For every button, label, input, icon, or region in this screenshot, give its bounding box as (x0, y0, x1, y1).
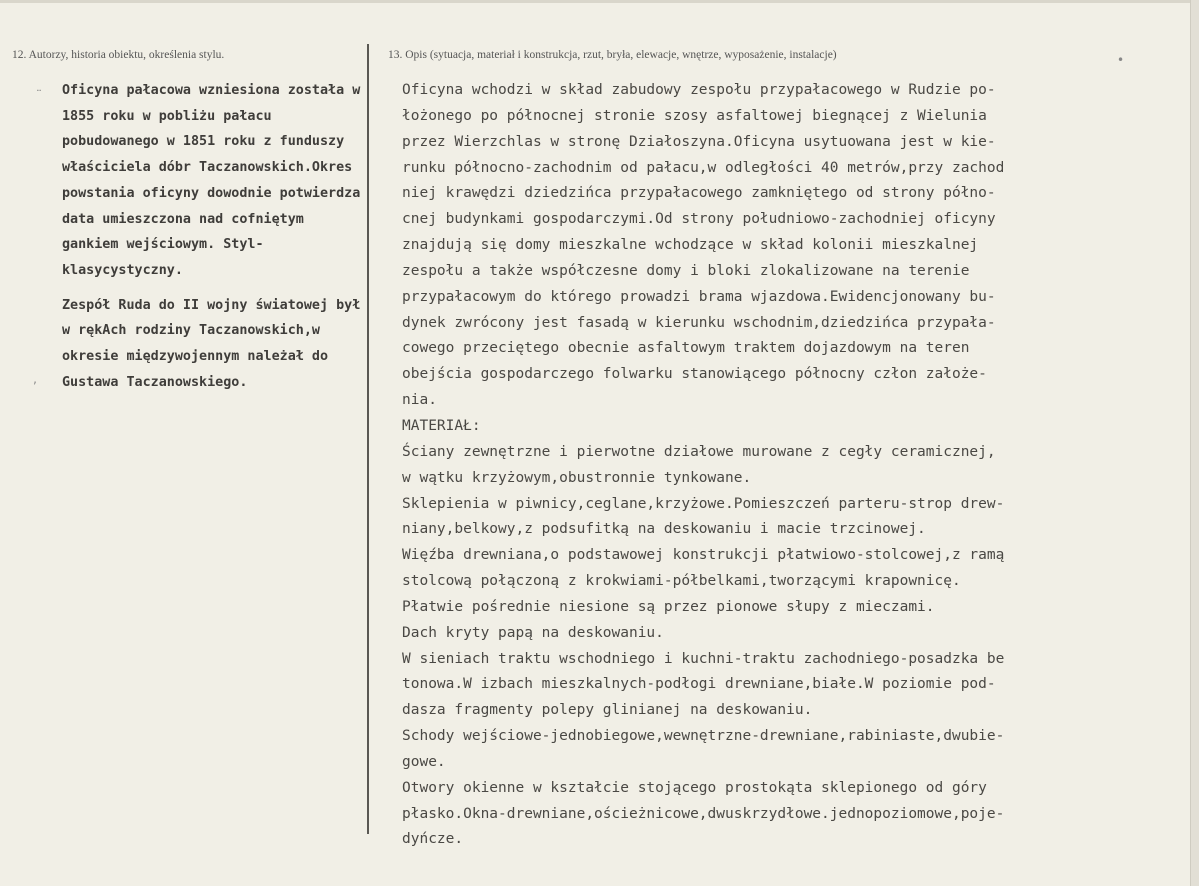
description-line: łożonego po północnej stronie szosy asfaltowej biegnącej z Wielunia (402, 107, 987, 124)
description-line: cowego przeciętego obecnie asfaltowym traktem dojazdowym na teren (402, 340, 970, 357)
description-line: tonowa.W izbach mieszkalnych-podłogi drewniane,białe.W poziomie pod- (402, 676, 996, 693)
history-column (62, 78, 368, 395)
description-line: Płatwie pośrednie niesione są przez pionowe słupy z mieczami. (402, 598, 935, 615)
description-line: Ściany zewnętrzne i pierwotne działowe murowane z cegły ceramicznej, (402, 443, 996, 460)
description-line: Otwory okienne w kształcie stojącego prostokąta sklepionego od góry (402, 779, 987, 796)
description-line: Dach kryty papą na deskowaniu. (402, 624, 664, 641)
history-paragraph: Oficyna pałacowa wzniesiona została w 1855 roku w pobliżu pałacu pobudowanego w 1851 roku z funduszy właściciela dóbr Taczanowskich.Okres powstania oficyny dowodnie potwierdza data umieszczona nad cofniętym gankiem wejściowym. Styl-klasycystyczny. (62, 83, 361, 278)
description-line: płasko.Okna-drewniane,ościeżnicowe,dwuskrzydłowe.jednopoziomowe,poje- (402, 805, 1005, 822)
description-line: gowe. (402, 753, 446, 770)
top-edge (0, 0, 1199, 3)
description-line: zespołu a także współczesne domy i bloki zlokalizowane na terenie (402, 262, 970, 279)
description-line: stolcową połączoną z krokwiami-półbelkami,tworzącymi krapownicę. (402, 573, 961, 590)
paper-right-edge (1190, 0, 1199, 886)
description-line: Oficyna wchodzi w skład zabudowy zespołu przypałacowego w Rudzie po- (402, 82, 996, 98)
description-line: niany,belkowy,z podsufitką na deskowaniu i macie trzcinowej. (402, 521, 926, 538)
description-line: Sklepienia w piwnicy,ceglane,krzyżowe.Pomieszczeń parteru-strop drew- (402, 495, 1005, 512)
description-line: w wątku krzyżowym,obustronnie tynkowane. (402, 469, 752, 486)
description-line: dasza fragmenty polepy glinianej na deskowaniu. (402, 702, 813, 719)
description-line: dyńcze. (402, 831, 464, 848)
description-line: znajdują się domy mieszkalne wchodzące w skład kolonii mieszkalnej (402, 237, 979, 254)
description-line: W sieniach traktu wschodniego i kuchni-traktu zachodniego-posadzka be (402, 650, 1005, 667)
description-line: obejścia gospodarczego folwarku stanowiącego północny człon założe- (402, 366, 987, 383)
description-line: przez Wierzchlas w stronę Działoszyna.Oficyna usytuowana jest w kie- (402, 133, 996, 150)
description-line: Więźba drewniana,o podstawowej konstrukcji płatwiowo-stolcowej,z ramą (402, 547, 1005, 564)
description-line: dynek zwrócony jest fasadą w kierunku wschodnim,dziedzińca przypała- (402, 314, 996, 331)
description-line: cnej budynkami gospodarczymi.Od strony południowo-zachodniej oficyny (402, 211, 996, 228)
description-column (402, 78, 1162, 853)
paper-speck: ‚ (33, 372, 37, 386)
ownership-paragraph: Zespół Ruda do II wojny światowej był w rękAch rodziny Taczanowskich,w okresie międzywojennym należał do Gustawa Taczanowskiego. (62, 297, 361, 390)
section-13-heading: 13. Opis (sytuacja, materiał i konstrukcja, rzut, bryła, elewacje, wnętrze, wyposażenie, instalacje) (388, 49, 837, 61)
section-12-heading: 12. Autorzy, historia obiektu, określenia stylu. (12, 49, 225, 61)
description-line: Schody wejściowe-jednobiegowe,wewnętrzne-drewniane,rabiniaste,dwubie- (402, 728, 1005, 745)
paper-speck: ¨ (36, 88, 42, 102)
description-line: niej krawędzi dziedzińca przypałacowego zamkniętego od strony półno- (402, 185, 996, 202)
material-heading: MATERIAŁ: (402, 417, 481, 434)
description-line: przypałacowym do którego prowadzi brama wjazdowa.Ewidencjonowany bu- (402, 288, 996, 305)
description-line: nia. (402, 392, 437, 409)
description-line: runku północno-zachodnim od pałacu,w odległości 40 metrów,przy zachod (402, 159, 1005, 176)
paper-speck: • (1117, 53, 1125, 67)
